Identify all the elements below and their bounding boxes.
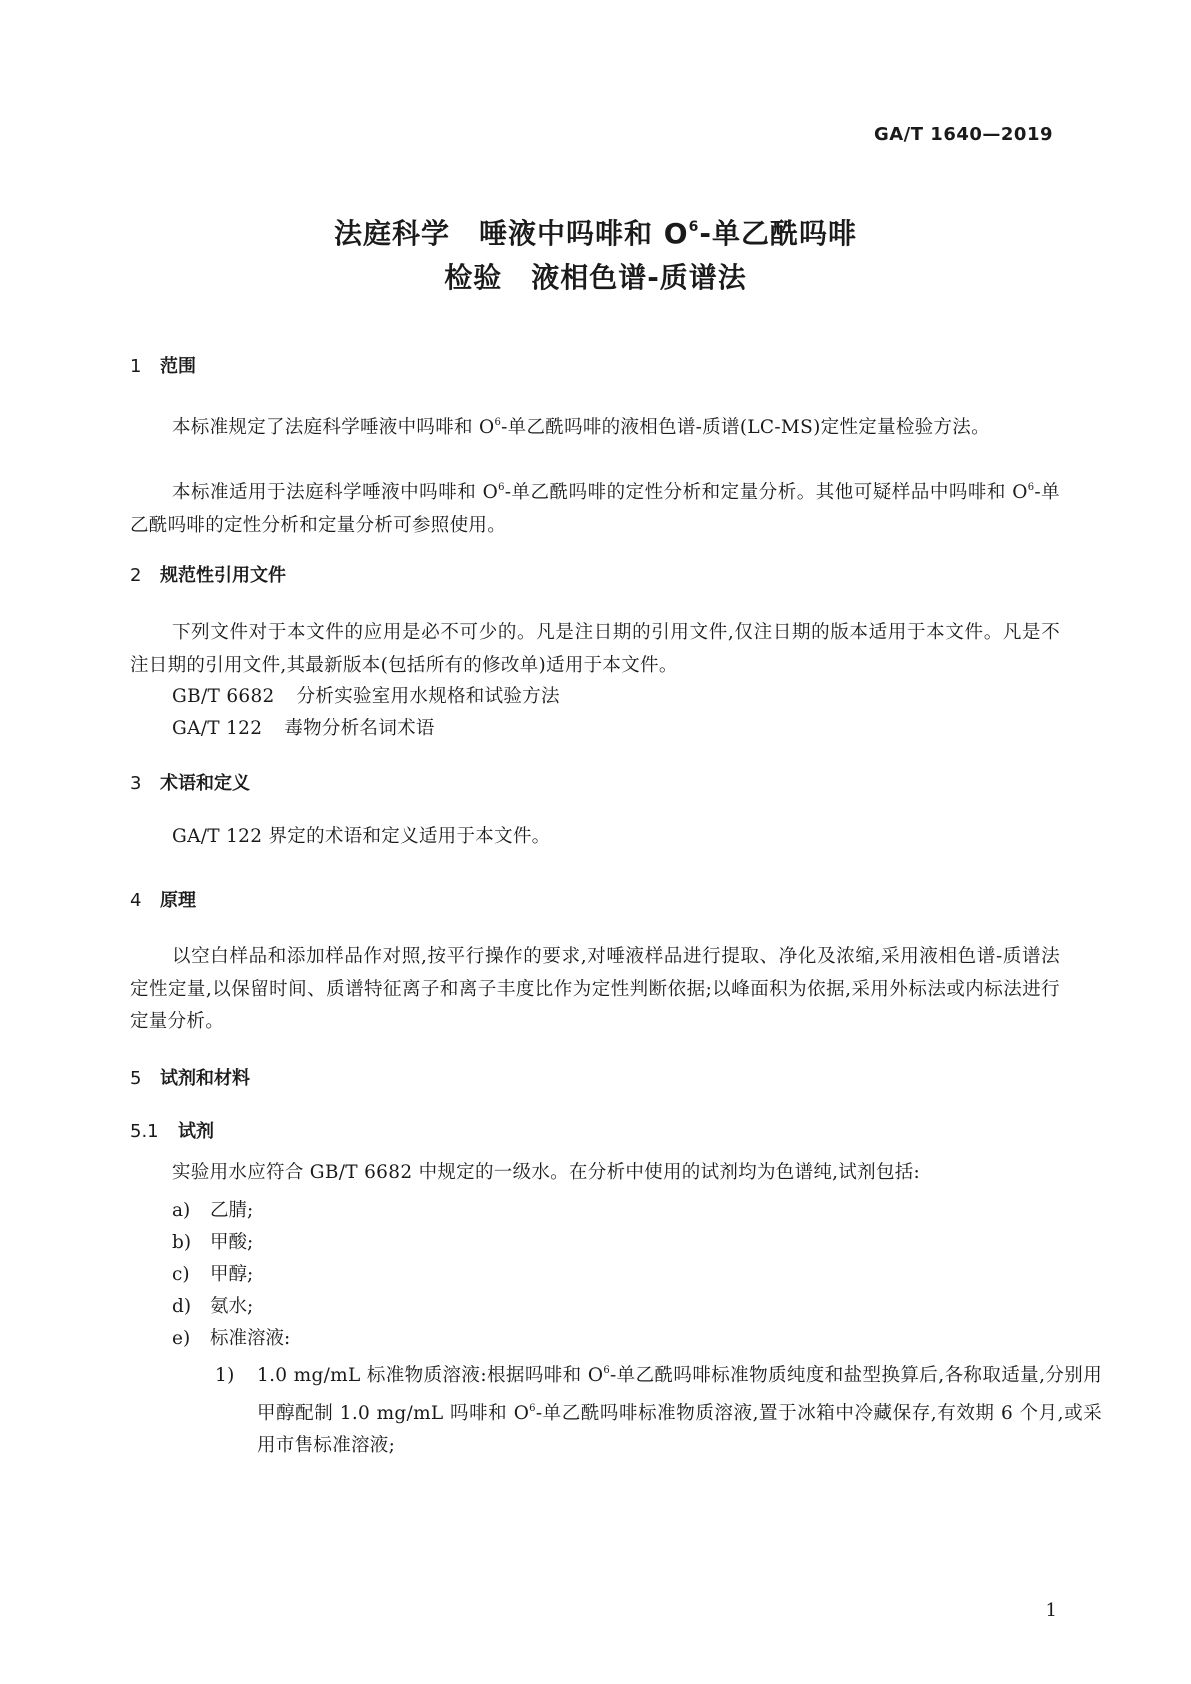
list-item	[172, 1324, 290, 1350]
section-title: 规范性引用文件	[160, 565, 286, 586]
section-title: 术语和定义	[160, 773, 250, 794]
paragraph-reagents: 实验用水应符合 GB/T 6682 中规定的一级水。在分析中使用的试剂均为色谱纯,试剂包括:	[172, 1162, 921, 1183]
list-text: -单乙酰吗啡标准物质纯度和盐型换算后,各称取适量,分别用甲醇配制 1.0 mg/mL 吗啡和 O	[257, 1365, 1102, 1424]
section-title: 试剂和材料	[160, 1068, 250, 1089]
section-heading-5	[130, 1064, 250, 1090]
section-title: 试剂	[178, 1121, 214, 1142]
reference-code: GB/T 6682	[172, 686, 275, 707]
list-item	[172, 1228, 253, 1254]
reference-name: 分析实验室用水规格和试验方法	[296, 686, 560, 707]
section-number: 4	[130, 890, 142, 911]
list-item	[172, 1292, 253, 1318]
reference-item	[172, 682, 560, 708]
superscript: 6	[494, 417, 502, 428]
section-number: 3	[130, 773, 142, 794]
superscript: 6	[529, 1402, 536, 1414]
list-marker: e)	[172, 1328, 191, 1349]
paragraph-text: -单乙酰吗啡的液相色谱-质谱(LC-MS)定性定量检验方法。	[501, 417, 990, 438]
section-heading-2	[130, 561, 286, 587]
sub-list-item	[215, 1355, 1102, 1463]
list-text: 甲酸;	[210, 1232, 254, 1253]
list-item	[172, 1260, 253, 1286]
section-number: 1	[130, 356, 142, 377]
section-number: 5.1	[130, 1121, 159, 1142]
list-text: 氨水;	[210, 1296, 254, 1317]
section-title: 原理	[160, 890, 196, 911]
list-marker: a)	[172, 1200, 191, 1221]
section-number: 2	[130, 565, 142, 586]
reference-item	[172, 714, 435, 740]
document-title-line1	[0, 212, 1191, 252]
title-text: -单乙酰吗啡	[699, 217, 857, 250]
list-text: 乙腈;	[210, 1200, 254, 1221]
superscript: 6	[603, 1365, 610, 1376]
paragraph-text: 本标准规定了法庭科学唾液中吗啡和 O	[172, 417, 495, 438]
page-number: 1	[1045, 1600, 1057, 1621]
list-marker: 1)	[215, 1365, 235, 1386]
list-item	[172, 1196, 253, 1222]
reference-name: 毒物分析名词术语	[284, 718, 435, 739]
section-number: 5	[130, 1068, 142, 1089]
section-heading-5-1	[130, 1117, 214, 1143]
list-text: 甲醇;	[210, 1264, 254, 1285]
list-marker: c)	[172, 1264, 190, 1285]
section-heading-3	[130, 769, 250, 795]
paragraph-normative-refs: 下列文件对于本文件的应用是必不可少的。凡是注日期的引用文件,仅注日期的版本适用于本文件。凡是不注日期的引用文件,其最新版本(包括所有的修改单)适用于本文件。	[130, 622, 1060, 676]
list-marker: d)	[172, 1296, 192, 1317]
paragraph-terms: GA/T 122 界定的术语和定义适用于本文件。	[172, 826, 551, 847]
section-title: 范围	[160, 356, 196, 377]
list-marker: b)	[172, 1232, 192, 1253]
paragraph-scope-1	[130, 407, 1060, 445]
paragraph-text: -单乙酰吗啡的定性分析和定量分析可参照使用。	[130, 482, 1060, 536]
paragraph-scope-2	[130, 472, 1060, 542]
document-title-line2: 检验 液相色谱-质谱法	[444, 261, 747, 294]
standard-code: GA/T 1640—2019	[873, 124, 1053, 145]
title-text: 法庭科学 唾液中吗啡和 O	[334, 217, 689, 250]
list-text: 标准溶液:	[210, 1328, 291, 1349]
paragraph-text: -单乙酰吗啡的定性分析和定量分析。其他可疑样品中吗啡和 O	[504, 482, 1028, 503]
list-text: -单乙酰吗啡标准物质溶液,置于冰箱中冷藏保存,有效期 6 个月,或采用市售标准溶液;	[257, 1402, 1102, 1456]
section-heading-4	[130, 886, 196, 912]
list-text: 1.0 mg/mL 标准物质溶液:根据吗啡和 O	[257, 1365, 604, 1386]
paragraph-principle: 以空白样品和添加样品作对照,按平行操作的要求,对唾液样品进行提取、净化及浓缩,采用液相色谱-质谱法定性定量,以保留时间、质谱特征离子和离子丰度比作为定性判断依据;以峰面积为依据,采用外标法或内标法进行定量分析。	[130, 946, 1060, 1032]
superscript: 6	[1027, 482, 1035, 493]
superscript: 6	[498, 482, 505, 493]
title-superscript: 6	[688, 219, 700, 235]
reference-code: GA/T 122	[172, 718, 263, 739]
paragraph-text: 本标准适用于法庭科学唾液中吗啡和 O	[172, 482, 499, 503]
section-heading-1	[130, 352, 196, 378]
